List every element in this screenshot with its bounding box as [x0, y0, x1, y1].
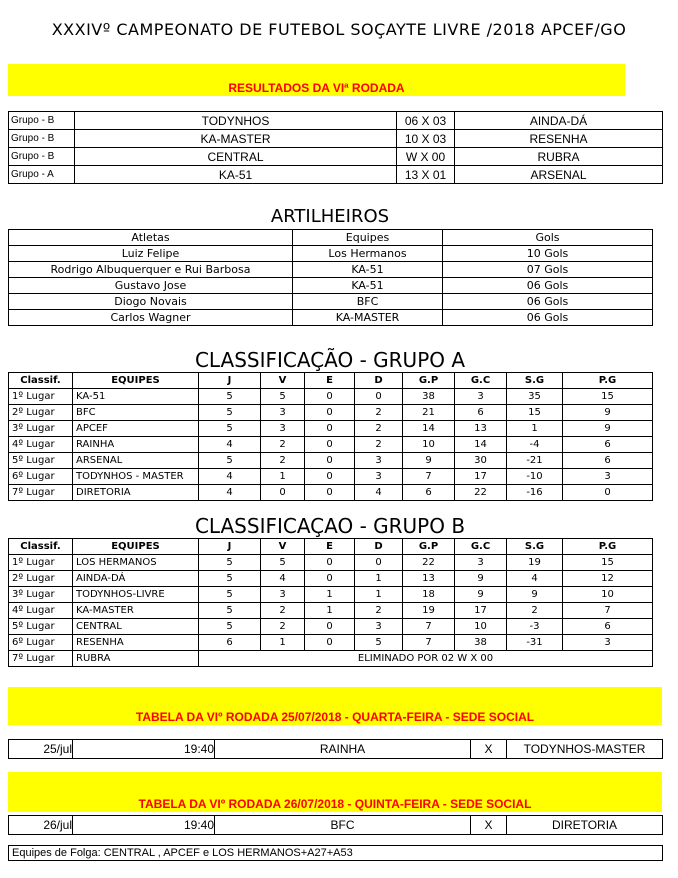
team-name: RAINHA [73, 437, 199, 453]
position: 2º Lugar [9, 571, 73, 587]
scorer-goals: 06 Gols [443, 278, 653, 294]
scorer-goals: 06 Gols [443, 310, 653, 326]
losses: 1 [355, 571, 403, 587]
team-name: APCEF [73, 421, 199, 437]
losses: 1 [355, 587, 403, 603]
standings-row [9, 635, 653, 651]
standings-row [9, 555, 653, 571]
group-b-table [8, 538, 653, 667]
team-name: TODYNHOS - MASTER [73, 469, 199, 485]
draws: 1 [305, 603, 355, 619]
match-time: 19:40 [73, 740, 215, 759]
position: 6º Lugar [9, 469, 73, 485]
group-a-table [8, 372, 653, 501]
goals-for: 7 [403, 469, 455, 485]
goal-diff: -10 [507, 469, 563, 485]
goal-diff: 4 [507, 571, 563, 587]
losses: 2 [355, 603, 403, 619]
points: 7 [563, 603, 653, 619]
goals-against: 3 [455, 389, 507, 405]
away-team: TODYNHOS-MASTER [507, 740, 663, 759]
draws: 0 [305, 571, 355, 587]
scorers-table [8, 229, 653, 326]
standings-row [9, 453, 653, 469]
elimination-note: ELIMINADO POR 02 W X 00 [199, 651, 653, 667]
scorer-name: Gustavo Jose [9, 278, 293, 294]
team-name: CENTRAL [73, 619, 199, 635]
match-date: 26/jul [9, 816, 73, 835]
results-table [8, 111, 663, 184]
points: 3 [563, 469, 653, 485]
wins: 2 [261, 603, 305, 619]
position: 7º Lugar [9, 651, 73, 667]
goals-for: 21 [403, 405, 455, 421]
versus: X [471, 816, 507, 835]
points: 15 [563, 389, 653, 405]
position: 6º Lugar [9, 635, 73, 651]
games: 4 [199, 469, 261, 485]
column-header: J [199, 539, 261, 555]
column-header: G.C [455, 539, 507, 555]
losses: 2 [355, 405, 403, 421]
result-score: 10 X 03 [397, 130, 455, 148]
position: 3º Lugar [9, 587, 73, 603]
column-header: G.P [403, 539, 455, 555]
scorer-team: Los Hermanos [293, 246, 443, 262]
scorer-row [9, 278, 653, 294]
schedule-1-row [9, 740, 663, 759]
scorer-team: KA-51 [293, 278, 443, 294]
goals-against: 10 [455, 619, 507, 635]
goal-diff: 2 [507, 603, 563, 619]
wins: 3 [261, 587, 305, 603]
result-home-team: TODYNHOS [75, 112, 397, 130]
position: 5º Lugar [9, 453, 73, 469]
schedule-2-table [8, 815, 663, 835]
result-away-team: RUBRA [455, 148, 663, 166]
scorer-name: Carlos Wagner [9, 310, 293, 326]
points: 12 [563, 571, 653, 587]
draws: 1 [305, 587, 355, 603]
column-header: P.G [563, 373, 653, 389]
team-name: AINDA-DÁ [73, 571, 199, 587]
column-header: Atletas [9, 230, 293, 246]
result-home-team: KA-51 [75, 166, 397, 184]
wins: 5 [261, 389, 305, 405]
match-time: 19:40 [73, 816, 215, 835]
result-group: Grupo - A [9, 166, 75, 184]
scorer-row [9, 246, 653, 262]
wins: 3 [261, 405, 305, 421]
goals-against: 17 [455, 469, 507, 485]
team-name: ARSENAL [73, 453, 199, 469]
result-row [9, 148, 663, 166]
standings-row [9, 603, 653, 619]
team-name: BFC [73, 405, 199, 421]
match-date: 25/jul [9, 740, 73, 759]
column-header: E [305, 539, 355, 555]
losses: 3 [355, 453, 403, 469]
goals-for: 22 [403, 555, 455, 571]
games: 5 [199, 619, 261, 635]
draws: 0 [305, 555, 355, 571]
result-score: W X 00 [397, 148, 455, 166]
wins: 2 [261, 437, 305, 453]
scorer-row [9, 310, 653, 326]
away-team: DIRETORIA [507, 816, 663, 835]
wins: 5 [261, 555, 305, 571]
goal-diff: 35 [507, 389, 563, 405]
scorer-goals: 10 Gols [443, 246, 653, 262]
standings-row [9, 437, 653, 453]
scorer-team: BFC [293, 294, 443, 310]
draws: 0 [305, 437, 355, 453]
goal-diff: 9 [507, 587, 563, 603]
goal-diff: -3 [507, 619, 563, 635]
goals-for: 18 [403, 587, 455, 603]
points: 10 [563, 587, 653, 603]
position: 4º Lugar [9, 603, 73, 619]
points: 9 [563, 405, 653, 421]
standings-row [9, 619, 653, 635]
standings-row [9, 421, 653, 437]
games: 5 [199, 405, 261, 421]
points: 9 [563, 421, 653, 437]
losses: 3 [355, 619, 403, 635]
points: 6 [563, 437, 653, 453]
points: 3 [563, 635, 653, 651]
column-header: S.G [507, 373, 563, 389]
team-name: KA-51 [73, 389, 199, 405]
games: 5 [199, 587, 261, 603]
goal-diff: 15 [507, 405, 563, 421]
goal-diff: -31 [507, 635, 563, 651]
column-header: G.P [403, 373, 455, 389]
team-name: RUBRA [73, 651, 199, 667]
scorers-header-row [9, 230, 653, 246]
position: 1º Lugar [9, 555, 73, 571]
result-row [9, 130, 663, 148]
games: 4 [199, 437, 261, 453]
column-header: Equipes [293, 230, 443, 246]
goal-diff: -16 [507, 485, 563, 501]
column-header: D [355, 539, 403, 555]
goals-for: 10 [403, 437, 455, 453]
eliminated-row [9, 651, 653, 667]
goals-against: 22 [455, 485, 507, 501]
result-away-team: AINDA-DÁ [455, 112, 663, 130]
scorer-row [9, 294, 653, 310]
column-header: J [199, 373, 261, 389]
home-team: BFC [215, 816, 471, 835]
points: 15 [563, 555, 653, 571]
wins: 0 [261, 485, 305, 501]
goals-for: 6 [403, 485, 455, 501]
standings-header-row [9, 373, 653, 389]
goals-for: 19 [403, 603, 455, 619]
position: 3º Lugar [9, 421, 73, 437]
losses: 2 [355, 437, 403, 453]
result-row [9, 166, 663, 184]
goals-for: 14 [403, 421, 455, 437]
points: 6 [563, 619, 653, 635]
standings-row [9, 571, 653, 587]
column-header: V [261, 373, 305, 389]
games: 5 [199, 571, 261, 587]
draws: 0 [305, 421, 355, 437]
teams-off-note: Equipes de Folga: CENTRAL , APCEF e LOS HERMANOS+A27+A53 [8, 845, 663, 861]
draws: 0 [305, 619, 355, 635]
column-header: Classif. [9, 373, 73, 389]
standings-row [9, 587, 653, 603]
result-group: Grupo - B [9, 148, 75, 166]
standings-row [9, 405, 653, 421]
column-header: EQUIPES [73, 539, 199, 555]
team-name: RESENHA [73, 635, 199, 651]
goals-against: 9 [455, 571, 507, 587]
column-header: D [355, 373, 403, 389]
wins: 2 [261, 619, 305, 635]
scorer-name: Luiz Felipe [9, 246, 293, 262]
wins: 1 [261, 469, 305, 485]
goals-for: 7 [403, 635, 455, 651]
column-header: E [305, 373, 355, 389]
scorer-row [9, 262, 653, 278]
scorer-name: Rodrigo Albuquerquer e Rui Barbosa [9, 262, 293, 278]
column-header: P.G [563, 539, 653, 555]
games: 5 [199, 603, 261, 619]
losses: 5 [355, 635, 403, 651]
scorer-goals: 06 Gols [443, 294, 653, 310]
schedule-2-row [9, 816, 663, 835]
column-header: G.C [455, 373, 507, 389]
goals-against: 38 [455, 635, 507, 651]
column-header: EQUIPES [73, 373, 199, 389]
team-name: KA-MASTER [73, 603, 199, 619]
losses: 4 [355, 485, 403, 501]
team-name: DIRETORIA [73, 485, 199, 501]
result-score: 06 X 03 [397, 112, 455, 130]
position: 4º Lugar [9, 437, 73, 453]
result-group: Grupo - B [9, 112, 75, 130]
draws: 0 [305, 485, 355, 501]
page-title: XXXIVº CAMPEONATO DE FUTEBOL SOÇAYTE LIVRE /2018 APCEF/GO [51, 20, 627, 39]
draws: 0 [305, 405, 355, 421]
goals-against: 3 [455, 555, 507, 571]
scorer-team: KA-MASTER [293, 310, 443, 326]
schedule-2-heading: TABELA DA VIº RODADA 26/07/2018 - QUINTA-FEIRA - SEDE SOCIAL [138, 797, 532, 811]
goals-against: 17 [455, 603, 507, 619]
goals-against: 14 [455, 437, 507, 453]
goal-diff: -21 [507, 453, 563, 469]
result-group: Grupo - B [9, 130, 75, 148]
points: 0 [563, 485, 653, 501]
goals-for: 13 [403, 571, 455, 587]
goals-for: 7 [403, 619, 455, 635]
standings-header-row [9, 539, 653, 555]
games: 6 [199, 635, 261, 651]
team-name: LOS HERMANOS [73, 555, 199, 571]
scorer-name: Diogo Novais [9, 294, 293, 310]
draws: 0 [305, 453, 355, 469]
position: 2º Lugar [9, 405, 73, 421]
wins: 1 [261, 635, 305, 651]
goals-for: 38 [403, 389, 455, 405]
goal-diff: 19 [507, 555, 563, 571]
losses: 3 [355, 469, 403, 485]
losses: 0 [355, 555, 403, 571]
goal-diff: 1 [507, 421, 563, 437]
column-header: S.G [507, 539, 563, 555]
losses: 2 [355, 421, 403, 437]
results-heading: RESULTADOS DA VIª RODADA [228, 81, 405, 95]
position: 7º Lugar [9, 485, 73, 501]
points: 6 [563, 453, 653, 469]
result-score: 13 X 01 [397, 166, 455, 184]
scorers-heading: ARTILHEIROS [270, 206, 390, 227]
goals-against: 30 [455, 453, 507, 469]
position: 1º Lugar [9, 389, 73, 405]
result-home-team: CENTRAL [75, 148, 397, 166]
wins: 2 [261, 453, 305, 469]
games: 5 [199, 389, 261, 405]
home-team: RAINHA [215, 740, 471, 759]
group-a-heading: CLASSIFICAÇÃO - GRUPO A [194, 348, 466, 372]
draws: 0 [305, 389, 355, 405]
result-row [9, 112, 663, 130]
column-header: Gols [443, 230, 653, 246]
draws: 0 [305, 469, 355, 485]
schedule-2-banner [8, 772, 662, 812]
scorer-goals: 07 Gols [443, 262, 653, 278]
games: 5 [199, 555, 261, 571]
goals-against: 13 [455, 421, 507, 437]
goal-diff: -4 [507, 437, 563, 453]
draws: 0 [305, 635, 355, 651]
games: 4 [199, 485, 261, 501]
column-header: Classif. [9, 539, 73, 555]
group-b-heading: CLASSIFICAÇAO - GRUPO B [194, 514, 466, 538]
standings-row [9, 485, 653, 501]
schedule-1-table [8, 739, 663, 759]
standings-row [9, 469, 653, 485]
schedule-1-banner [8, 687, 662, 725]
goals-against: 6 [455, 405, 507, 421]
wins: 3 [261, 421, 305, 437]
games: 5 [199, 421, 261, 437]
wins: 4 [261, 571, 305, 587]
result-home-team: KA-MASTER [75, 130, 397, 148]
result-away-team: ARSENAL [455, 166, 663, 184]
goals-against: 9 [455, 587, 507, 603]
column-header: V [261, 539, 305, 555]
games: 5 [199, 453, 261, 469]
position: 5º Lugar [9, 619, 73, 635]
scorer-team: KA-51 [293, 262, 443, 278]
team-name: TODYNHOS-LIVRE [73, 587, 199, 603]
result-away-team: RESENHA [455, 130, 663, 148]
losses: 0 [355, 389, 403, 405]
versus: X [471, 740, 507, 759]
schedule-1-heading: TABELA DA VIº RODADA 25/07/2018 - QUARTA-FEIRA - SEDE SOCIAL [135, 710, 535, 724]
goals-for: 9 [403, 453, 455, 469]
results-banner [8, 64, 625, 96]
standings-row [9, 389, 653, 405]
